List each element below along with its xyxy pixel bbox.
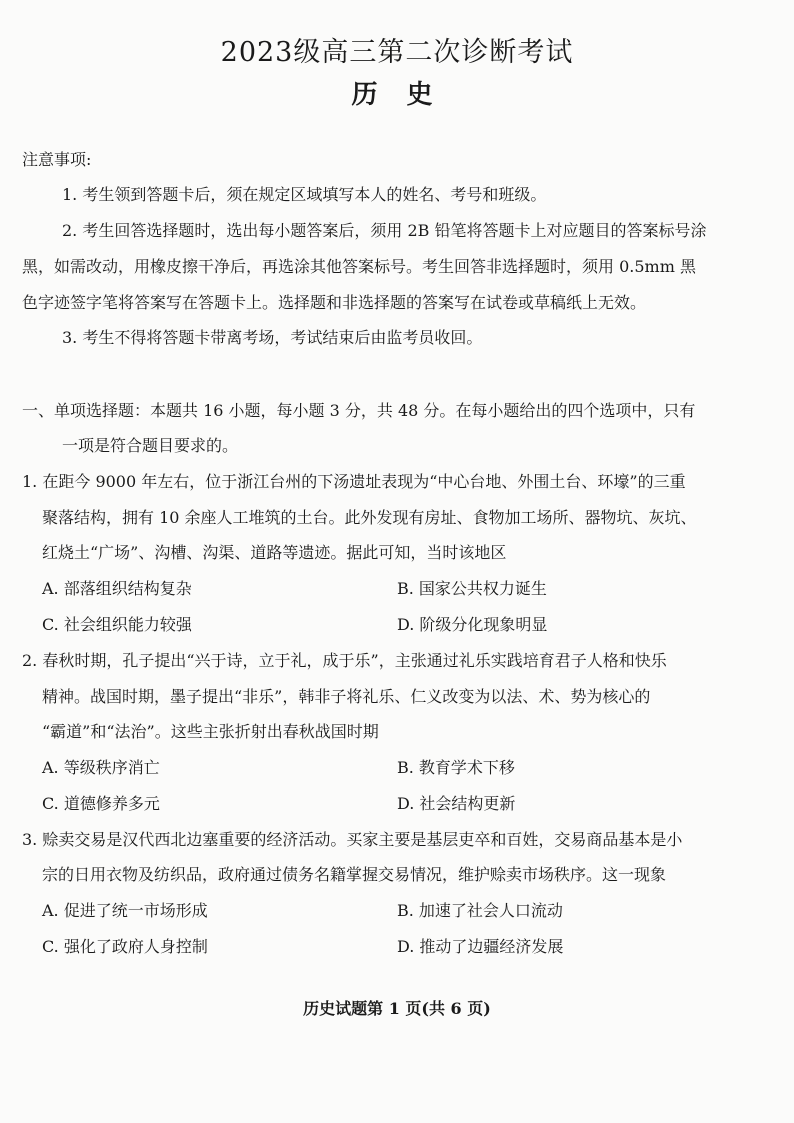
question-1-option-b: B. 国家公共权力诞生: [397, 579, 547, 598]
question-1-line-2: 聚落结构，拥有 10 余座人工堆筑的土台。此外发现有房址、食物加工场所、器物坑、灰坑、: [42, 508, 697, 527]
note-item-1: 1. 考生领到答题卡后，须在规定区域填写本人的姓名、考号和班级。: [62, 185, 547, 204]
notes-heading: 注意事项:: [22, 150, 92, 169]
note-item-3: 3. 考生不得将答题卡带离考场，考试结束后由监考员收回。: [62, 328, 483, 347]
subject-title: 历 史: [351, 80, 443, 110]
question-3-option-d: D. 推动了边疆经济发展: [397, 937, 564, 956]
section-instruction-line-1: 一、单项选择题：本题共 16 小题，每小题 3 分，共 48 分。在每小题给出的四个选项中，只有: [22, 401, 696, 420]
question-2-line-2: 精神。战国时期，墨子提出“非乐”，韩非子将礼乐、仁义改变为以法、术、势为核心的: [42, 687, 651, 706]
question-1-line-3: 红烧土“广场”、沟槽、沟渠、道路等遗迹。据此可知，当时该地区: [42, 543, 507, 562]
question-3-option-a: A. 促进了统一市场形成: [42, 901, 208, 920]
question-1-option-a: A. 部落组织结构复杂: [42, 579, 192, 598]
note-item-2-line-2: 黑，如需改动，用橡皮擦干净后，再选涂其他答案标号。考生回答非选择题时，须用 0.5mm 黑: [22, 257, 696, 276]
section-instruction-line-2: 一项是符合题目要求的。: [62, 436, 239, 455]
question-1-line-1: 1. 在距今 9000 年左右，位于浙江台州的下汤遗址表现为“中心台地、外围土台、环壕”的三重: [22, 472, 686, 491]
question-2-option-d: D. 社会结构更新: [397, 794, 516, 813]
question-3-line-1: 3. 赊卖交易是汉代西北边塞重要的经济活动。买家主要是基层吏卒和百姓，交易商品基本是小: [22, 830, 683, 849]
question-3-option-b: B. 加速了社会人口流动: [397, 901, 563, 920]
question-2-line-3: “霸道”和“法治”。这些主张折射出春秋战国时期: [42, 722, 379, 741]
question-3-option-c: C. 强化了政府人身控制: [42, 937, 208, 956]
question-1-option-c: C. 社会组织能力较强: [42, 615, 192, 634]
question-2-option-a: A. 等级秩序消亡: [42, 758, 160, 777]
question-3-line-2: 宗的日用衣物及纺织品，政府通过债务名籍掌握交易情况，维护赊卖市场秩序。这一现象: [42, 865, 667, 884]
question-2-option-b: B. 教育学术下移: [397, 758, 515, 777]
note-item-2-line-3: 色字迹签字笔将答案写在答题卡上。选择题和非选择题的答案写在试卷或草稿纸上无效。: [22, 293, 647, 312]
note-item-2-line-1: 2. 考生回答选择题时，选出每小题答案后，须用 2B 铅笔将答题卡上对应题目的答案标号涂: [62, 221, 707, 240]
question-2-line-1: 2. 春秋时期，孔子提出“兴于诗，立于礼，成于乐”，主张通过礼乐实践培育君子人格和快乐: [22, 651, 667, 670]
question-2-option-c: C. 道德修养多元: [42, 794, 160, 813]
exam-title: 2023级高三第二次诊断考试: [220, 37, 574, 68]
page-footer: 历史试题第 1 页(共 6 页): [303, 999, 491, 1018]
question-1-option-d: D. 阶级分化现象明显: [397, 615, 548, 634]
